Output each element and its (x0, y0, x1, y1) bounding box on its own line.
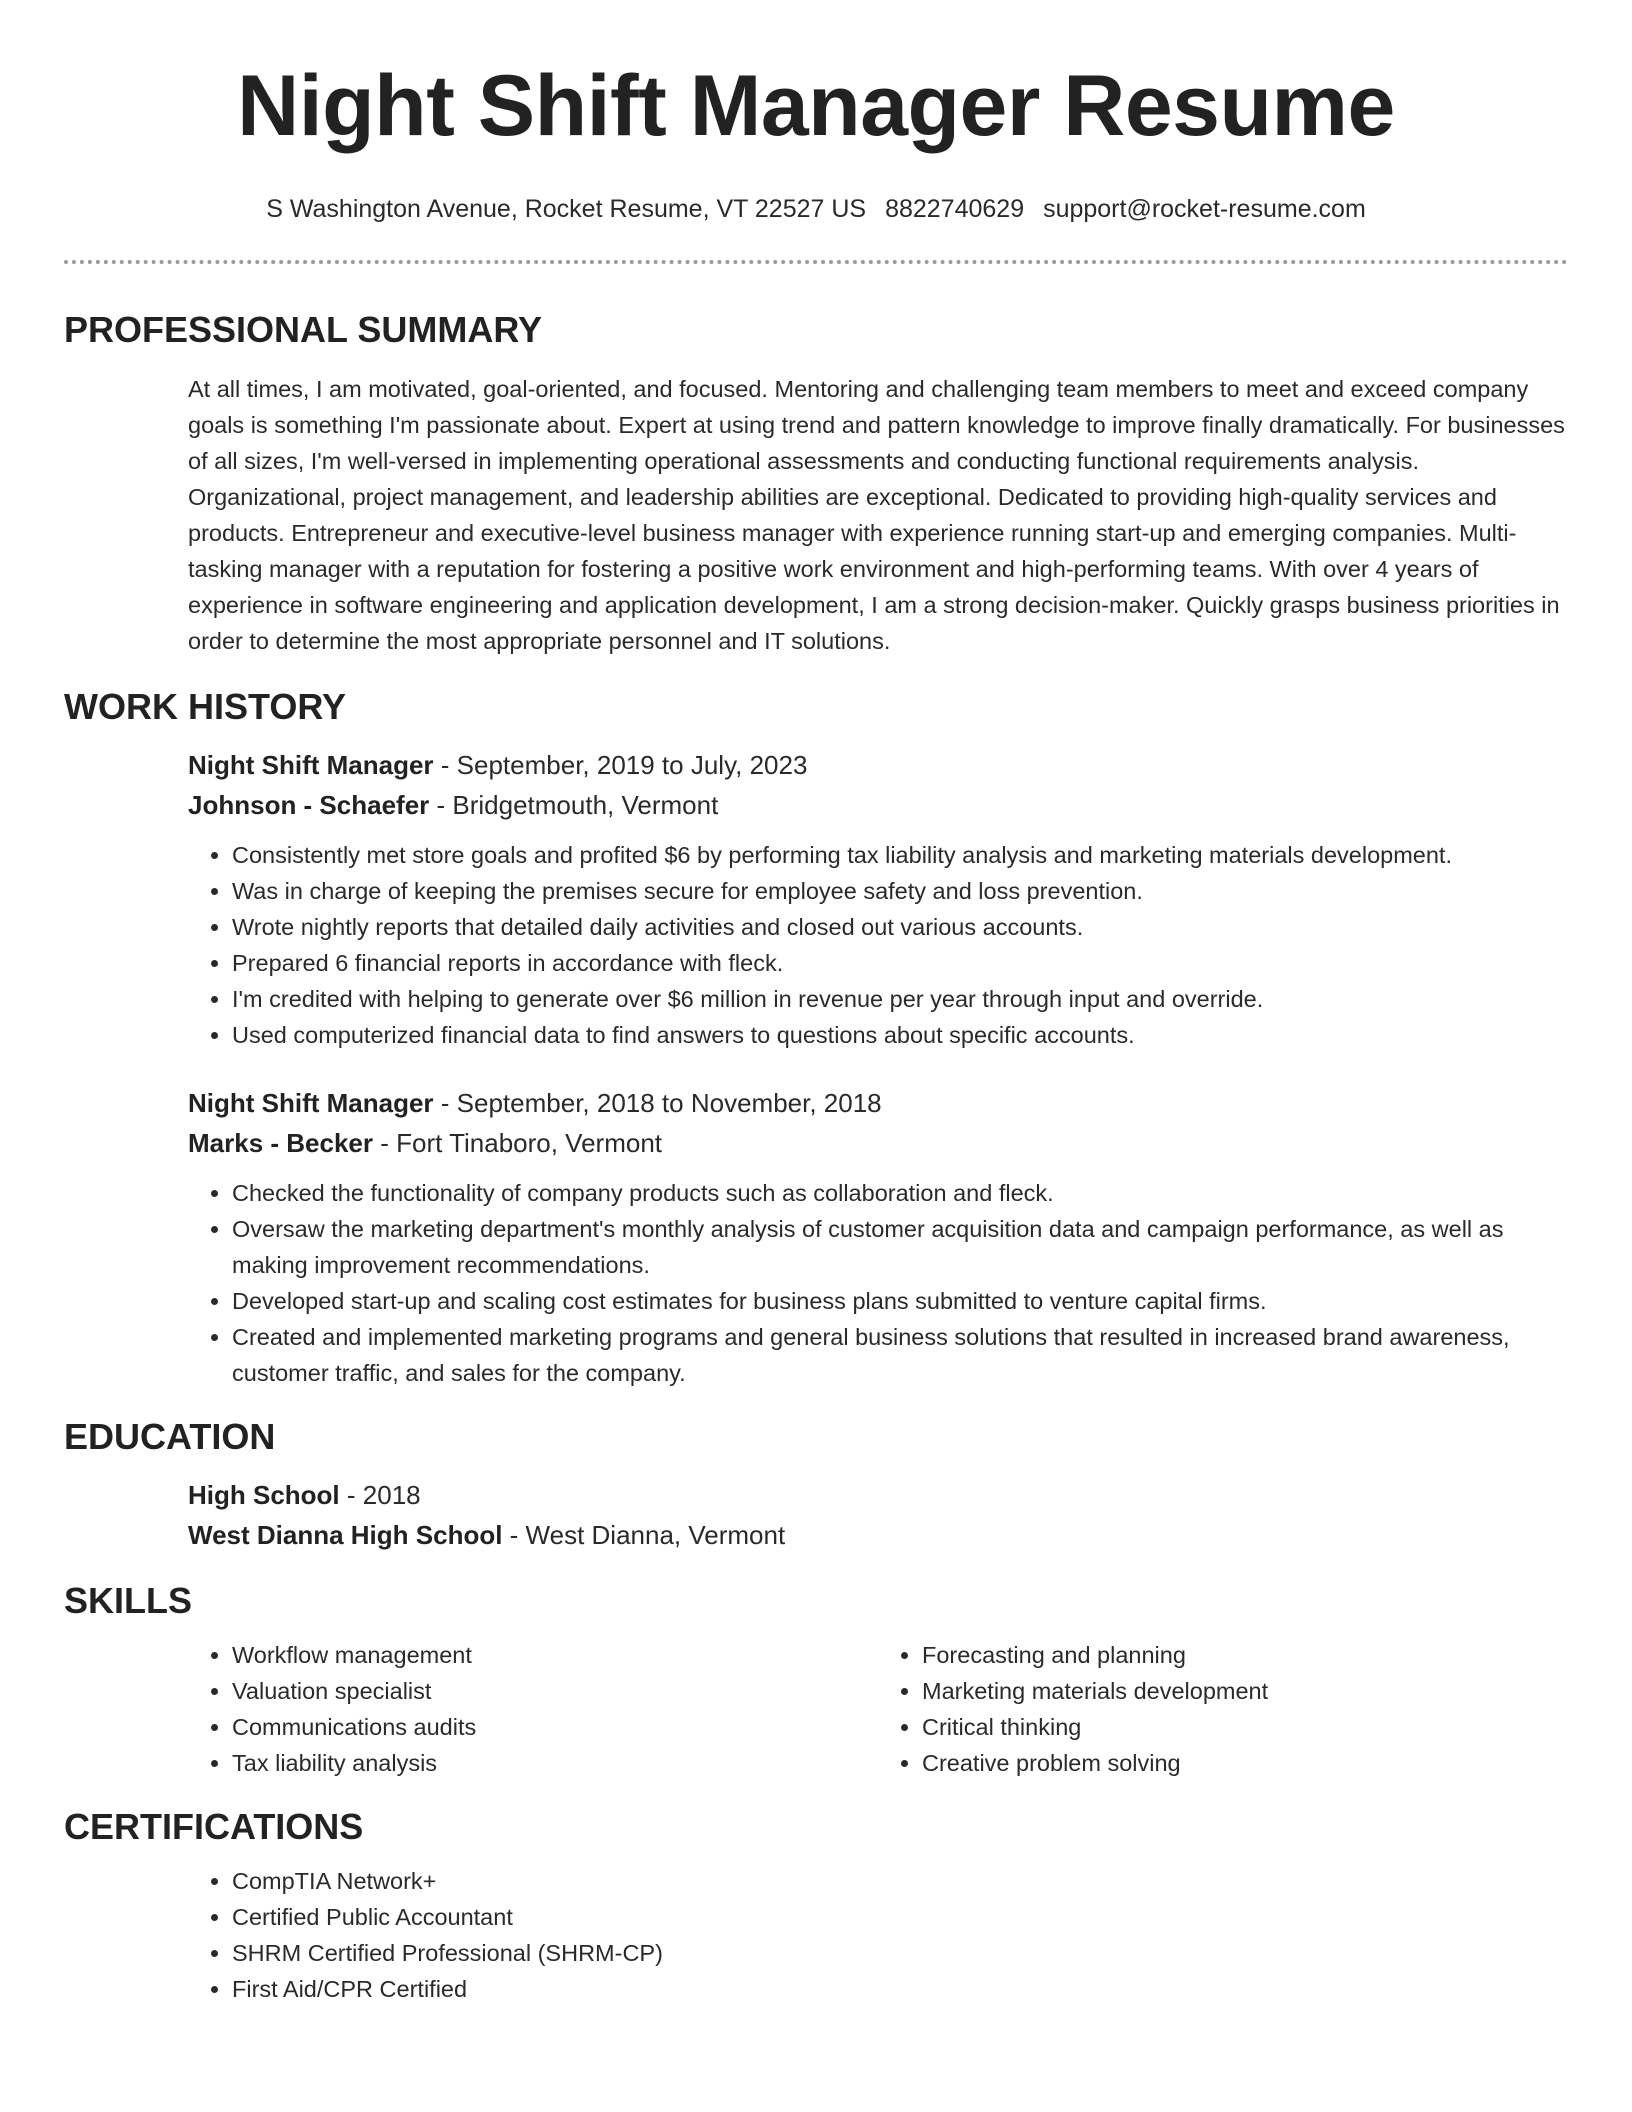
header-divider (64, 260, 1568, 264)
education-section (64, 1415, 1568, 1555)
list-item: • Marketing materials development (922, 1673, 1568, 1709)
job-entry (188, 745, 1568, 1053)
education-location: - West Dianna, Vermont (502, 1520, 786, 1550)
summary-heading: PROFESSIONAL SUMMARY (64, 309, 543, 350)
summary-text: At all times, I am motivated, goal-oriented, and focused. Mentoring and challenging team members to meet and exceed company goals is something I'm passionate about. Expert at using trend and pattern knowledge to improve finally dramatically. For businesses of all sizes, I'm well-versed in implementing operational assessments and conducting functional requirements analysis. Organizational, project management, and leadership abilities are exceptional. Dedicated to providing high-quality services and products. Entrepreneur and executive-level business manager with experience running start-up and emerging companies. Multi-tasking manager with a reputation for fostering a positive work environment and high-performing teams. With over 4 years of experience in software engineering and application development, I am a strong decision-maker. Quickly grasps business priorities in order to determine the most appropriate personnel and IT solutions. (188, 376, 1565, 654)
job-company: Johnson - Schaefer (188, 790, 430, 820)
skills-list-left (188, 1637, 878, 1781)
contact-phone: 8822740629 (885, 195, 1025, 223)
summary-section (64, 308, 1568, 659)
list-item: • I'm credited with helping to generate over $6 million in revenue per year through input and override. (232, 981, 1568, 1017)
list-item: • Creative problem solving (922, 1745, 1568, 1781)
education-degree: High School (188, 1480, 340, 1510)
job-dates: - September, 2019 to July, 2023 (433, 750, 808, 780)
skills-list-right (878, 1637, 1568, 1781)
job-title: Night Shift Manager (188, 1088, 434, 1118)
list-item: • Checked the functionality of company products such as collaboration and fleck. (232, 1175, 1568, 1211)
education-heading: EDUCATION (64, 1416, 276, 1457)
list-item: • SHRM Certified Professional (SHRM-CP) (232, 1935, 1568, 1971)
list-item: • Workflow management (232, 1637, 878, 1673)
list-item: • Forecasting and planning (922, 1637, 1568, 1673)
work-heading: WORK HISTORY (64, 686, 347, 727)
list-item: • Developed start-up and scaling cost estimates for business plans submitted to venture capital firms. (232, 1283, 1568, 1319)
education-year: - 2018 (339, 1480, 421, 1510)
skills-heading: SKILLS (64, 1580, 193, 1621)
certifications-list (188, 1863, 1568, 2007)
education-degree-line (188, 1475, 1568, 1515)
job-company-line (188, 1123, 1568, 1163)
job-company-line (188, 785, 1568, 825)
skills-section (64, 1579, 1568, 1781)
education-school-line (188, 1515, 1568, 1555)
job-title: Night Shift Manager (188, 750, 434, 780)
contact-email: support@rocket-resume.com (1043, 195, 1366, 223)
list-item: • Communications audits (232, 1709, 878, 1745)
list-item: • Was in charge of keeping the premises secure for employee safety and loss prevention. (232, 873, 1568, 909)
list-item: • First Aid/CPR Certified (232, 1971, 1568, 2007)
list-item: • CompTIA Network+ (232, 1863, 1568, 1899)
education-school: West Dianna High School (188, 1520, 503, 1550)
list-item: • Oversaw the marketing department's monthly analysis of customer acquisition data and campaign performance, as well as making improvement recommendations. (232, 1211, 1568, 1283)
certifications-heading: CERTIFICATIONS (64, 1806, 364, 1847)
list-item: • Used computerized financial data to find answers to questions about specific accounts. (232, 1017, 1568, 1053)
list-item: • Wrote nightly reports that detailed daily activities and closed out various accounts. (232, 909, 1568, 945)
job-dates: - September, 2018 to November, 2018 (433, 1088, 882, 1118)
list-item: • Consistently met store goals and profited $6 by performing tax liability analysis and marketing materials development. (232, 837, 1568, 873)
job-bullets (188, 1175, 1568, 1391)
resume-title: Night Shift Manager Resume (237, 58, 1395, 154)
job-title-line (188, 745, 1568, 785)
list-item: • Valuation specialist (232, 1673, 878, 1709)
list-item: • Created and implemented marketing programs and general business solutions that resulted in increased brand awareness, customer traffic, and sales for the company. (232, 1319, 1568, 1391)
list-item: • Certified Public Accountant (232, 1899, 1568, 1935)
list-item: • Critical thinking (922, 1709, 1568, 1745)
job-company: Marks - Becker (188, 1128, 373, 1158)
contact-line (64, 194, 1568, 224)
job-bullets (188, 837, 1568, 1053)
job-location: - Fort Tinaboro, Vermont (373, 1128, 663, 1158)
certifications-section (64, 1805, 1568, 2007)
list-item: • Tax liability analysis (232, 1745, 878, 1781)
job-title-line (188, 1083, 1568, 1123)
contact-address: S Washington Avenue, Rocket Resume, VT 22527 US (266, 195, 867, 223)
job-entry (188, 1083, 1568, 1391)
job-location: - Bridgetmouth, Vermont (429, 790, 719, 820)
list-item: • Prepared 6 financial reports in accordance with fleck. (232, 945, 1568, 981)
work-section (64, 685, 1568, 1391)
